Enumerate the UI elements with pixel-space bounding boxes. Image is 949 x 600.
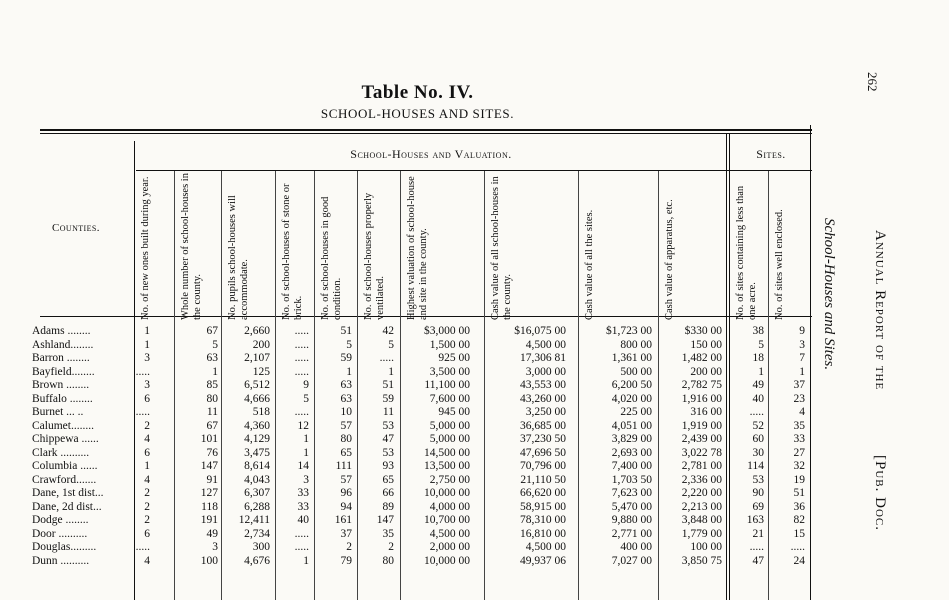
table-cell: 2 [388, 541, 394, 553]
table-cell: 125 [252, 365, 270, 378]
table-cell: 4 [144, 433, 150, 445]
table-cell: 10,000 00 [424, 554, 470, 567]
table-cell: 27 [793, 446, 805, 459]
table-cell: 1 [303, 446, 309, 459]
table-cell: 63 [340, 392, 352, 405]
table-cell: 47 [752, 554, 764, 567]
table-cell: 4,676 [244, 554, 270, 567]
table-cell: 2,781 00 [681, 460, 722, 472]
table-cell: 89 [382, 500, 394, 513]
table-row [0, 406, 812, 419]
column-header-text: Cash value of all school-houses in the county. [490, 176, 513, 320]
table-cell: 9 [303, 379, 309, 391]
county-name: Brown ........ [32, 379, 90, 391]
table-cell: 2,107 [244, 352, 270, 364]
table-cell: 300 [252, 541, 270, 553]
column-header [490, 172, 582, 320]
county-name: Douglas......... [32, 541, 97, 553]
column-rule [658, 171, 659, 600]
county-name: Burnet ... .. [32, 406, 84, 418]
county-name: Dunn .......... [32, 554, 90, 567]
table-cell: 21 [752, 527, 764, 540]
column-header [227, 172, 280, 320]
table-cell: 19 [793, 473, 805, 486]
table-cell: 147 [200, 460, 218, 472]
table-cell: 65 [340, 446, 352, 459]
table-cell: 1,361 00 [611, 352, 652, 364]
table-cell: ..... [135, 365, 150, 378]
table-cell: 945 00 [438, 406, 470, 418]
column-rule [275, 171, 276, 600]
table-cell: 80 [206, 392, 218, 405]
table-cell: 4,051 00 [611, 419, 652, 432]
table-cell: 118 [201, 500, 218, 513]
group-header-valuation: School-Houses and Valuation. [350, 147, 512, 161]
table-cell: 18 [752, 352, 764, 364]
table-cell: 16,810 00 [520, 527, 566, 540]
table-cell: 21,110 50 [520, 473, 566, 486]
table-cell: 2 [144, 419, 150, 432]
county-name: Crawford....... [32, 473, 97, 486]
table-cell: 6 [144, 446, 150, 459]
table-cell: 37,230 50 [520, 433, 566, 445]
table-cell: 6,307 [244, 487, 270, 499]
table-cell: 43,553 00 [520, 379, 566, 391]
table-cell: 1,500 00 [429, 338, 470, 351]
county-name: Barron ........ [32, 352, 90, 364]
table-cell: ..... [294, 325, 309, 337]
column-header-text: No. of sites well enclosed. [774, 209, 785, 320]
table-cell: 53 [382, 419, 394, 432]
table-title: Table No. IV. [361, 82, 474, 103]
table-row [0, 433, 812, 446]
table-cell: 4 [799, 406, 805, 418]
table-cell: 35 [793, 419, 805, 432]
table-row [0, 528, 812, 541]
table-cell: 36 [793, 500, 805, 513]
column-rule [174, 171, 175, 600]
table-cell: 1 [303, 554, 309, 567]
table-cell: 4,043 [244, 473, 270, 486]
table-cell: 11 [382, 406, 394, 418]
county-name: Ashland........ [32, 338, 94, 351]
column-header-text: Cash value of apparatus, etc. [664, 199, 675, 320]
table-cell: 6 [144, 392, 150, 405]
county-name: Chippewa ...... [32, 433, 99, 445]
table-cell: ..... [135, 406, 150, 418]
page-number: 262 [865, 72, 880, 92]
table-row [0, 501, 812, 514]
table-cell: 69 [752, 500, 764, 513]
table-cell: 7,400 00 [611, 460, 652, 472]
table-cell: 3,500 00 [429, 365, 470, 378]
table-cell: 3 [144, 379, 150, 391]
table-row [0, 325, 812, 338]
table-cell: 36,685 00 [520, 419, 566, 432]
column-header-text: Cash value of all the sites. [584, 209, 595, 320]
table-cell: 23 [793, 392, 805, 405]
column-header [180, 172, 226, 320]
table-cell: ..... [135, 541, 150, 553]
table-cell: 150 00 [690, 338, 722, 351]
table-cell: $330 00 [684, 325, 722, 337]
table-cell: 2,660 [244, 325, 270, 337]
table-cell: 1,916 00 [681, 392, 722, 405]
table-cell: 57 [340, 419, 352, 432]
table-cell: 65 [382, 473, 394, 486]
column-header [774, 172, 814, 320]
table-cell: 5 [758, 338, 764, 351]
table-cell: 518 [252, 406, 270, 418]
table-cell: 33 [297, 487, 309, 499]
table-cell: 24 [793, 554, 805, 567]
column-rule [357, 171, 358, 600]
table-cell: 37 [340, 527, 352, 540]
table-row [0, 393, 812, 406]
table-cell: 4 [144, 554, 150, 567]
table-cell: 2,220 00 [681, 487, 722, 499]
table-cell: 2,693 00 [611, 446, 652, 459]
table-cell: 82 [793, 514, 805, 526]
table-cell: 35 [382, 527, 394, 540]
table-cell: 5,000 00 [429, 419, 470, 432]
table-cell: 90 [752, 487, 764, 499]
table-cell: 52 [752, 419, 764, 432]
table-cell: 7,600 00 [429, 392, 470, 405]
table-cell: 80 [382, 554, 394, 567]
table-cell: ..... [294, 406, 309, 418]
column-header-text: Highest valuation of school-house and site in the county. [406, 176, 429, 320]
column-header-text: No. of school-houses in good condition. [320, 196, 343, 320]
column-header-text: No. of new ones built during year. [140, 176, 151, 320]
table-cell: 53 [752, 473, 764, 486]
table-cell: 100 00 [690, 541, 722, 553]
table-cell: ..... [790, 541, 805, 553]
side-title: School-Houses and Sites. [821, 218, 837, 371]
table-row [0, 541, 812, 554]
table-cell: 163 [746, 514, 764, 526]
table-cell: 66,620 00 [520, 487, 566, 499]
column-header-text: No. of sites containing less than one acre. [735, 185, 758, 320]
table-cell: 3 [303, 473, 309, 486]
table-cell: 6,512 [244, 379, 270, 391]
running-head: Annual Report of the [872, 230, 888, 391]
column-header-text: No. pupils school-houses will accommodate. [227, 195, 250, 320]
table-cell: 4,500 00 [429, 527, 470, 540]
table-cell: 3,000 00 [525, 365, 566, 378]
pub-doc: [Pub. Doc. [872, 455, 888, 531]
table-cell: 10,700 00 [424, 514, 470, 526]
table-cell: 3,829 00 [611, 433, 652, 445]
table-cell: 76 [206, 446, 218, 459]
table-cell: 80 [340, 433, 352, 445]
table-cell: 316 00 [690, 406, 722, 418]
table-cell: 94 [340, 500, 352, 513]
table-cell: 147 [376, 514, 394, 526]
table-cell: 13,500 00 [424, 460, 470, 472]
table-cell: 12,411 [238, 514, 270, 526]
table-cell: 1 [144, 460, 150, 472]
table-cell: 51 [340, 325, 352, 337]
table-cell: 49 [752, 379, 764, 391]
county-name: Clark .......... [32, 446, 90, 459]
table-cell: 43,260 00 [520, 392, 566, 405]
table-cell: 38 [752, 325, 764, 337]
table-row [0, 339, 812, 352]
table-cell: 3 [144, 352, 150, 364]
table-cell: 79 [340, 554, 352, 567]
table-cell: 57 [340, 473, 352, 486]
table-cell: 101 [200, 433, 218, 445]
table-cell: 8,614 [244, 460, 270, 472]
table-cell: 4,129 [244, 433, 270, 445]
table-cell: 200 [252, 338, 270, 351]
table-cell: 3 [212, 541, 218, 553]
table-cell: 33 [793, 433, 805, 445]
table-cell: ..... [294, 338, 309, 351]
table-row [0, 514, 812, 527]
column-header-text: No. of school-houses of stone or brick. [281, 183, 304, 320]
column-header-text: No. of school-houses properly ventilated. [363, 192, 386, 320]
column-header [406, 172, 488, 320]
table-cell: 1 [212, 365, 218, 378]
table-cell: 225 00 [620, 406, 652, 418]
table-cell: 1 [303, 433, 309, 445]
table-cell: 925 00 [438, 352, 470, 364]
table-subtitle: SCHOOL-HOUSES AND SITES. [320, 106, 515, 121]
table-cell: 100 [200, 554, 218, 567]
table-cell: 51 [793, 487, 805, 499]
table-cell: 60 [752, 433, 764, 445]
table-cell: 15 [793, 527, 805, 540]
table-cell: ..... [749, 541, 764, 553]
table-cell: 2,439 00 [681, 433, 722, 445]
table-cell: 5 [303, 392, 309, 405]
counties-header: Counties. [52, 222, 100, 234]
table-cell: 114 [747, 460, 764, 472]
table-cell: 17,306 81 [520, 352, 566, 364]
table-cell: 1,779 00 [681, 527, 722, 540]
table-cell: 5 [346, 338, 352, 351]
table-cell: 37 [793, 379, 805, 391]
table-cell: 33 [297, 500, 309, 513]
table-cell: 6,200 50 [611, 379, 652, 391]
table-cell: 11,100 00 [424, 379, 470, 391]
table-cell: 32 [793, 460, 805, 472]
table-cell: 66 [382, 487, 394, 499]
table-cell: 40 [297, 514, 309, 526]
table-cell: 2,213 00 [681, 500, 722, 513]
table-cell: 4,500 00 [525, 541, 566, 553]
table-cell: 2,336 00 [681, 473, 722, 486]
table-cell: 96 [340, 487, 352, 499]
table-cell: 78,310 00 [520, 514, 566, 526]
county-name: Adams ........ [32, 325, 91, 337]
table-cell: 10 [340, 406, 352, 418]
table-cell: 6,288 [244, 500, 270, 513]
table-cell: 2 [144, 514, 150, 526]
county-name: Columbia ...... [32, 460, 98, 472]
table-cell: 161 [334, 514, 352, 526]
table-cell: 11 [206, 406, 218, 418]
table-cell: 12 [297, 419, 309, 432]
table-row [0, 366, 812, 379]
column-header [584, 172, 662, 320]
group-rule [136, 170, 812, 171]
table-cell: 400 00 [620, 541, 652, 553]
table-cell: ..... [294, 527, 309, 540]
table-cell: 6 [144, 527, 150, 540]
table-cell: 9,880 00 [611, 514, 652, 526]
table-cell: 4,000 00 [429, 500, 470, 513]
county-name: Dane, 2d dist... [32, 500, 102, 513]
table-cell: ..... [294, 352, 309, 364]
table-cell: 500 00 [620, 365, 652, 378]
table-cell: 1 [799, 365, 805, 378]
table-row [0, 474, 812, 487]
table-cell: 70,796 00 [520, 460, 566, 472]
table-cell: 1 [388, 365, 394, 378]
table-cell: ..... [294, 541, 309, 553]
column-rule [314, 171, 315, 600]
table-row [0, 420, 812, 433]
table-cell: 2 [144, 487, 150, 499]
table-cell: 2 [346, 541, 352, 553]
table-cell: $16,075 00 [514, 325, 566, 337]
table-cell: 63 [206, 352, 218, 364]
table-cell: 4,500 00 [525, 338, 566, 351]
group-header-sites: Sites. [756, 147, 786, 161]
county-name: Dodge ........ [32, 514, 89, 526]
table-cell: 127 [200, 487, 218, 499]
table-cell: 1,703 50 [611, 473, 652, 486]
table-row [0, 379, 812, 392]
county-name: Buffalo ........ [32, 392, 93, 405]
table-cell: 4 [144, 473, 150, 486]
table-cell: 5,470 00 [611, 500, 652, 513]
table-cell: 7,623 00 [611, 487, 652, 499]
table-cell: 9 [799, 325, 805, 337]
table-cell: 4,666 [244, 392, 270, 405]
table-cell: 42 [382, 325, 394, 337]
table-row [0, 447, 812, 460]
column-rule [484, 171, 485, 600]
table-cell: 1 [144, 325, 150, 337]
top-rule [40, 129, 812, 131]
table-cell: 3,250 00 [525, 406, 566, 418]
table-cell: ..... [749, 406, 764, 418]
table-cell: 2,750 00 [429, 473, 470, 486]
column-rule [768, 171, 769, 600]
table-cell: 59 [382, 392, 394, 405]
column-rule [400, 171, 401, 600]
table-cell: 4,360 [244, 419, 270, 432]
table-cell: 5 [212, 338, 218, 351]
table-cell: 1 [144, 338, 150, 351]
table-cell: 58,915 00 [520, 500, 566, 513]
table-cell: 800 00 [620, 338, 652, 351]
column-rule [221, 171, 222, 600]
table-row [0, 352, 812, 365]
table-cell: 51 [382, 379, 394, 391]
table-cell: 3,022 78 [681, 446, 722, 459]
table-cell: 3,850 75 [681, 554, 722, 567]
table-cell: 67 [206, 325, 218, 337]
table-cell: 3,848 00 [681, 514, 722, 526]
table-cell: 191 [200, 514, 218, 526]
table-cell: ..... [294, 365, 309, 378]
table-cell: 7 [799, 352, 805, 364]
column-header [664, 172, 730, 320]
table-cell: $1,723 00 [606, 325, 652, 337]
table-row [0, 460, 812, 473]
table-cell: 5 [388, 338, 394, 351]
table-cell: 93 [382, 460, 394, 472]
table-cell: 14,500 00 [424, 446, 470, 459]
table-cell: 111 [335, 460, 352, 472]
table-row [0, 487, 812, 500]
column-header [363, 172, 405, 320]
table-cell: ..... [379, 352, 394, 364]
table-cell: 7,027 00 [611, 554, 652, 567]
table-cell: 49,937 06 [520, 554, 566, 567]
table-cell: 2,782 75 [681, 379, 722, 391]
table-cell: 2 [144, 500, 150, 513]
column-rule [578, 171, 579, 600]
table-cell: 53 [382, 446, 394, 459]
table-cell: 91 [206, 473, 218, 486]
column-header-text: Whole number of school-houses in the county. [180, 173, 203, 320]
table-cell: 49 [206, 527, 218, 540]
table-row [0, 555, 812, 568]
table-cell: 40 [752, 392, 764, 405]
table-cell: 47 [382, 433, 394, 445]
table-cell: 5,000 00 [429, 433, 470, 445]
county-name: Dane, 1st dist... [32, 487, 104, 499]
table-cell: $3,000 00 [424, 325, 470, 337]
table-cell: 1 [346, 365, 352, 378]
table-cell: 2,000 00 [429, 541, 470, 553]
table-cell: 2,734 [244, 527, 270, 540]
table-cell: 1,919 00 [681, 419, 722, 432]
table-cell: 4,020 00 [611, 392, 652, 405]
column-header [140, 172, 178, 320]
table-cell: 2,771 00 [611, 527, 652, 540]
county-name: Bayfield........ [32, 365, 95, 378]
county-name: Calumet........ [32, 419, 94, 432]
column-header [320, 172, 362, 320]
top-rule-thin [40, 133, 812, 134]
table-cell: 63 [340, 379, 352, 391]
table-cell: 1,482 00 [681, 352, 722, 364]
county-name: Door .......... [32, 527, 88, 540]
table-cell: 3,475 [244, 446, 270, 459]
table-cell: 200 00 [690, 365, 722, 378]
table-cell: 85 [206, 379, 218, 391]
table-cell: 1 [758, 365, 764, 378]
table-cell: 14 [297, 460, 309, 472]
table-cell: 59 [340, 352, 352, 364]
table-cell: 30 [752, 446, 764, 459]
table-cell: 67 [206, 419, 218, 432]
table-cell: 3 [799, 338, 805, 351]
table-cell: 47,696 50 [520, 446, 566, 459]
table-cell: 10,000 00 [424, 487, 470, 499]
